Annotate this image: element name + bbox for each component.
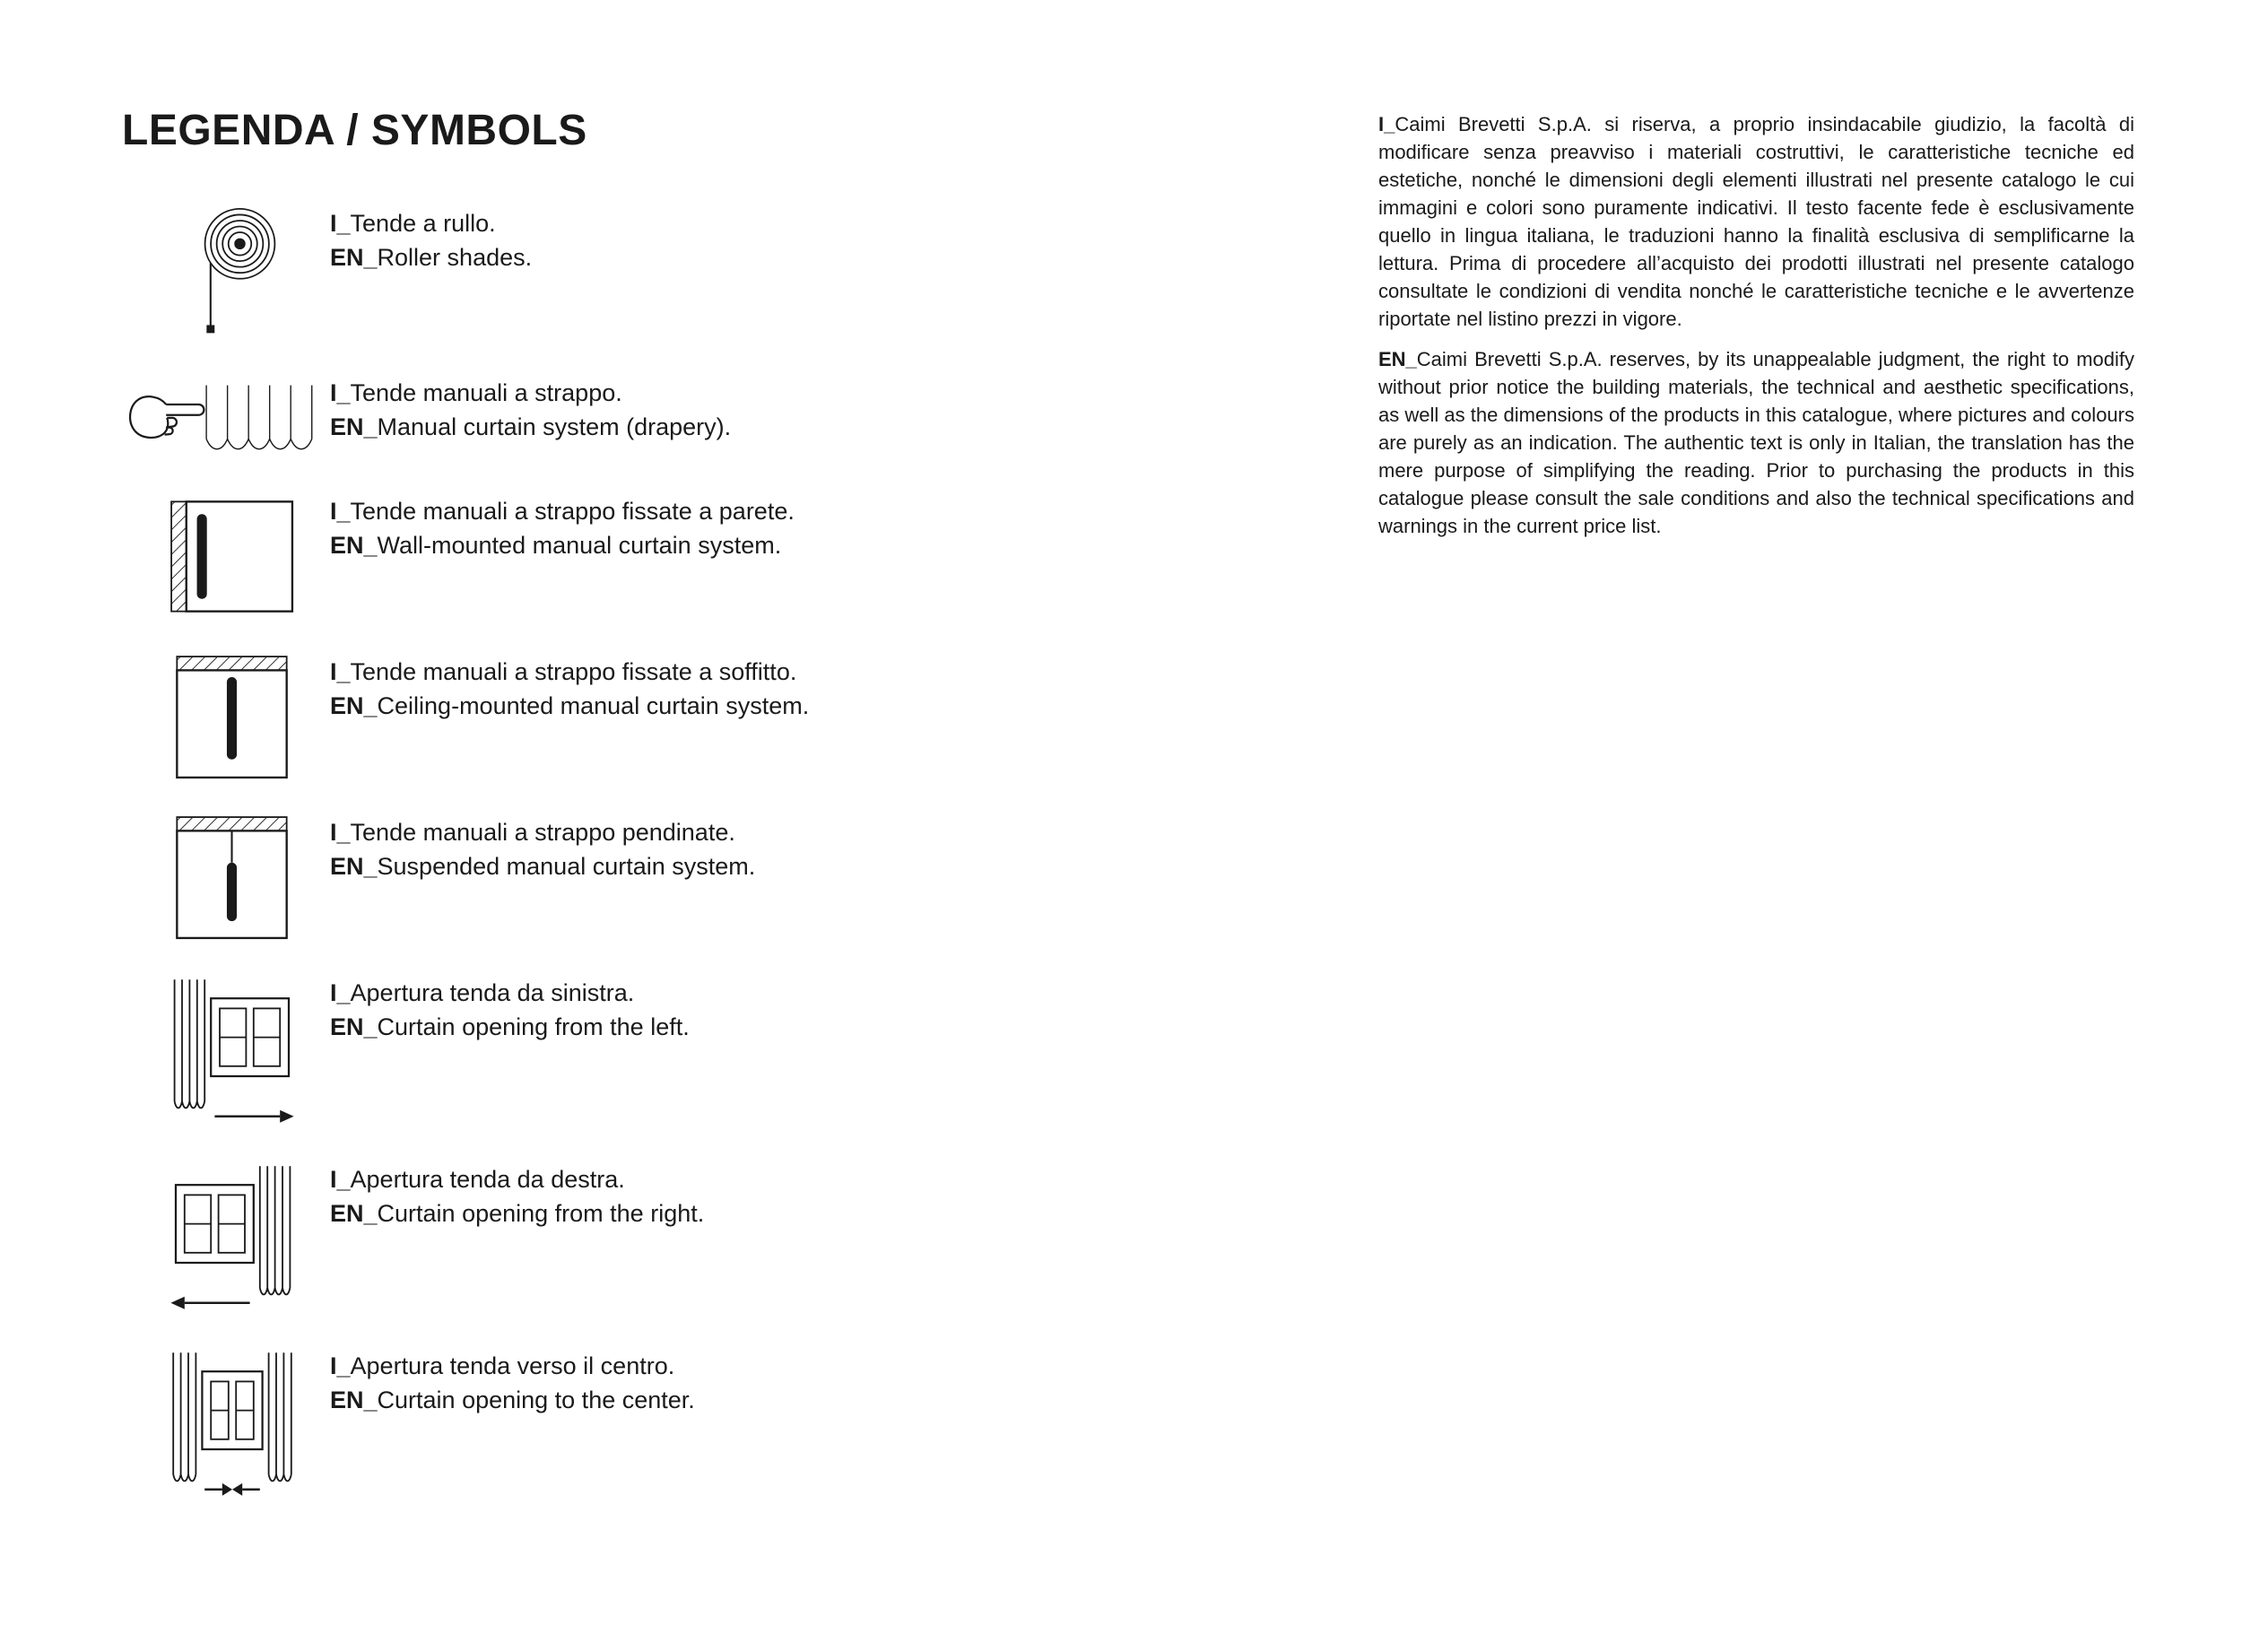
legend-item-text xyxy=(330,1162,704,1230)
en-label: Curtain opening to the center. xyxy=(377,1387,695,1413)
legend-icon-cell xyxy=(122,206,330,340)
disclaimer xyxy=(1378,110,2134,540)
page-title: LEGENDA / SYMBOLS xyxy=(122,107,587,154)
legend-icon-cell xyxy=(122,494,330,619)
roller-shades-icon xyxy=(192,206,330,340)
curtain-opening-center-icon xyxy=(169,1349,330,1500)
it-prefix: I_ xyxy=(1378,113,1395,135)
en-prefix: EN_ xyxy=(330,532,378,559)
it-label: Apertura tenda da destra. xyxy=(350,1166,625,1193)
it-label: Tende manuali a strappo pendinate. xyxy=(350,819,735,846)
legend-item-text xyxy=(330,655,809,723)
legend-icon-cell xyxy=(122,976,330,1126)
it-label: Tende manuali a strappo fissate a parete. xyxy=(350,498,795,525)
it-prefix: I_ xyxy=(330,210,351,237)
en-prefix: EN_ xyxy=(330,1013,378,1040)
en-label: Manual curtain system (drapery). xyxy=(377,413,732,440)
it-label: Apertura tenda verso il centro. xyxy=(350,1352,675,1379)
legend-item-manual-curtain xyxy=(122,376,1108,458)
en-prefix: EN_ xyxy=(330,413,378,440)
curtain-opening-right-icon xyxy=(169,1162,330,1313)
it-prefix: I_ xyxy=(330,1352,351,1379)
en-prefix: EN_ xyxy=(330,1200,378,1227)
legend-icon-cell xyxy=(122,376,330,458)
legend-item-text xyxy=(330,1349,695,1417)
it-label: Apertura tenda da sinistra. xyxy=(350,979,635,1006)
it-prefix: I_ xyxy=(330,498,351,525)
en-prefix: EN_ xyxy=(330,853,378,880)
en-prefix: EN_ xyxy=(330,244,378,271)
suspended-curtain-icon xyxy=(169,815,330,940)
legend-item-ceiling-mounted xyxy=(122,655,1108,779)
legend-item-text xyxy=(330,494,795,562)
en-label: Wall-mounted manual curtain system. xyxy=(377,532,782,559)
en-prefix: EN_ xyxy=(1378,348,1417,370)
legend-icon-cell xyxy=(122,1349,330,1500)
legend-icon-cell xyxy=(122,815,330,940)
it-prefix: I_ xyxy=(330,379,351,406)
legend-item-opening-left xyxy=(122,976,1108,1126)
legend-item-roller-shades xyxy=(122,206,1108,340)
ceiling-mounted-curtain-icon xyxy=(169,655,330,779)
legend-item-wall-mounted xyxy=(122,494,1108,619)
en-label: Curtain opening from the left. xyxy=(377,1013,690,1040)
disclaimer-english xyxy=(1378,345,2134,540)
legend-item-text xyxy=(330,815,755,883)
disclaimer-italian xyxy=(1378,110,2134,333)
en-label: Roller shades. xyxy=(377,244,533,271)
en-label: Ceiling-mounted manual curtain system. xyxy=(377,692,810,719)
it-prefix: I_ xyxy=(330,658,351,685)
en-label: Curtain opening from the right. xyxy=(377,1200,705,1227)
disclaimer-english-text: Caimi Brevetti S.p.A. reserves, by its unappealable judgment, the right to modify without prior notice the building materials, the technical and aesthetic specifications, as well as the dimensions of the products in this catalogue, where pictures and colours are purely as an indication. The authentic text is only in Italian, the translation has the mere purpose of simplifying the reading. Prior to purchasing the products in this catalogue please consult the sale conditions and also the technical specifications and warnings in the current price list. xyxy=(1378,348,2134,537)
it-label: Tende manuali a strappo fissate a soffitto. xyxy=(350,658,797,685)
wall-mounted-curtain-icon xyxy=(169,494,330,619)
legend-item-suspended xyxy=(122,815,1108,940)
en-prefix: EN_ xyxy=(330,692,378,719)
it-prefix: I_ xyxy=(330,819,351,846)
disclaimer-italian-text: Caimi Brevetti S.p.A. si riserva, a proprio insindacabile giudizio, la facoltà di modificare senza preavviso i materiali costruttivi, le caratteristiche tecniche ed estetiche, nonché le dimensioni degli elementi illustrati nel presente catalogo le cui immagini e colori sono puramente indicativi. Il testo facente fede è esclusivamente quello in lingua italiana, le traduzioni hanno la finalità esclusiva di semplificarne la lettura. Prima di procedere all’acquisto dei prodotti illustrati nel presente catalogo consultate le condizioni di vendita nonché le caratteristiche tecniche e le avvertenze riportate nel listino prezzi in vigore. xyxy=(1378,113,2134,330)
legend-icon-cell xyxy=(122,1162,330,1313)
en-label: Suspended manual curtain system. xyxy=(377,853,756,880)
legend-item-opening-center xyxy=(122,1349,1108,1500)
manual-curtain-hand-icon xyxy=(122,379,330,458)
it-prefix: I_ xyxy=(330,1166,351,1193)
it-label: Tende a rullo. xyxy=(350,210,496,237)
legend-item-text xyxy=(330,206,532,274)
legend-item-opening-right xyxy=(122,1162,1108,1313)
legend-icon-cell xyxy=(122,655,330,779)
it-label: Tende manuali a strappo. xyxy=(350,379,622,406)
legend-list xyxy=(122,206,1108,1500)
curtain-opening-left-icon xyxy=(169,976,330,1126)
legend-item-text xyxy=(330,976,690,1044)
it-prefix: I_ xyxy=(330,979,351,1006)
en-prefix: EN_ xyxy=(330,1387,378,1413)
legend-item-text xyxy=(330,376,731,444)
